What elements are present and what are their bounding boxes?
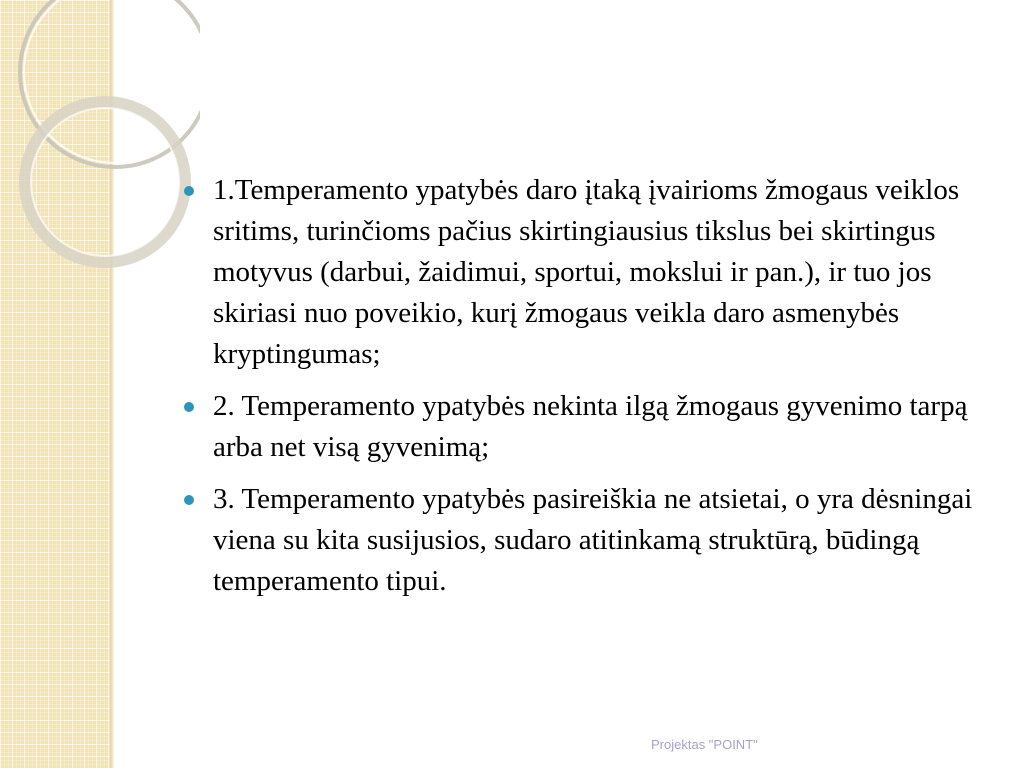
- bullet-list: [184, 170, 984, 613]
- bullet-item: [184, 386, 984, 468]
- bullet-dot-icon: [184, 186, 194, 196]
- bullet-item: [184, 479, 984, 602]
- ring-small-icon: [25, 102, 185, 262]
- bullet-dot-icon: [184, 495, 194, 505]
- bullet-item: [184, 170, 984, 375]
- decorative-rings: [0, 0, 200, 300]
- bullet-text: 3. Temperamento ypatybės pasireiškia ne atsietai, o yra dėsningai viena su kita susijusios, sudaro atitinkamą struktūrą, būdingą temperamento tipui.: [213, 483, 973, 597]
- bullet-dot-icon: [184, 402, 194, 412]
- bullet-text: 1.Temperamento ypatybės daro įtaką įvairioms žmogaus veiklos sritims, turinčioms pačius skirtingiausius tikslus bei skirtingus motyvus (darbui, žaidimui, sportui, mokslui ir pan.), ir tuo jos skiriasi nuo poveikio, kurį žmogaus veikla daro asmenybės kryptingumas;: [213, 174, 960, 370]
- footer-text: Projektas "POINT": [651, 737, 758, 752]
- bullet-text: 2. Temperamento ypatybės nekinta ilgą žmogaus gyvenimo tarpą arba net visą gyvenimą;: [213, 390, 968, 463]
